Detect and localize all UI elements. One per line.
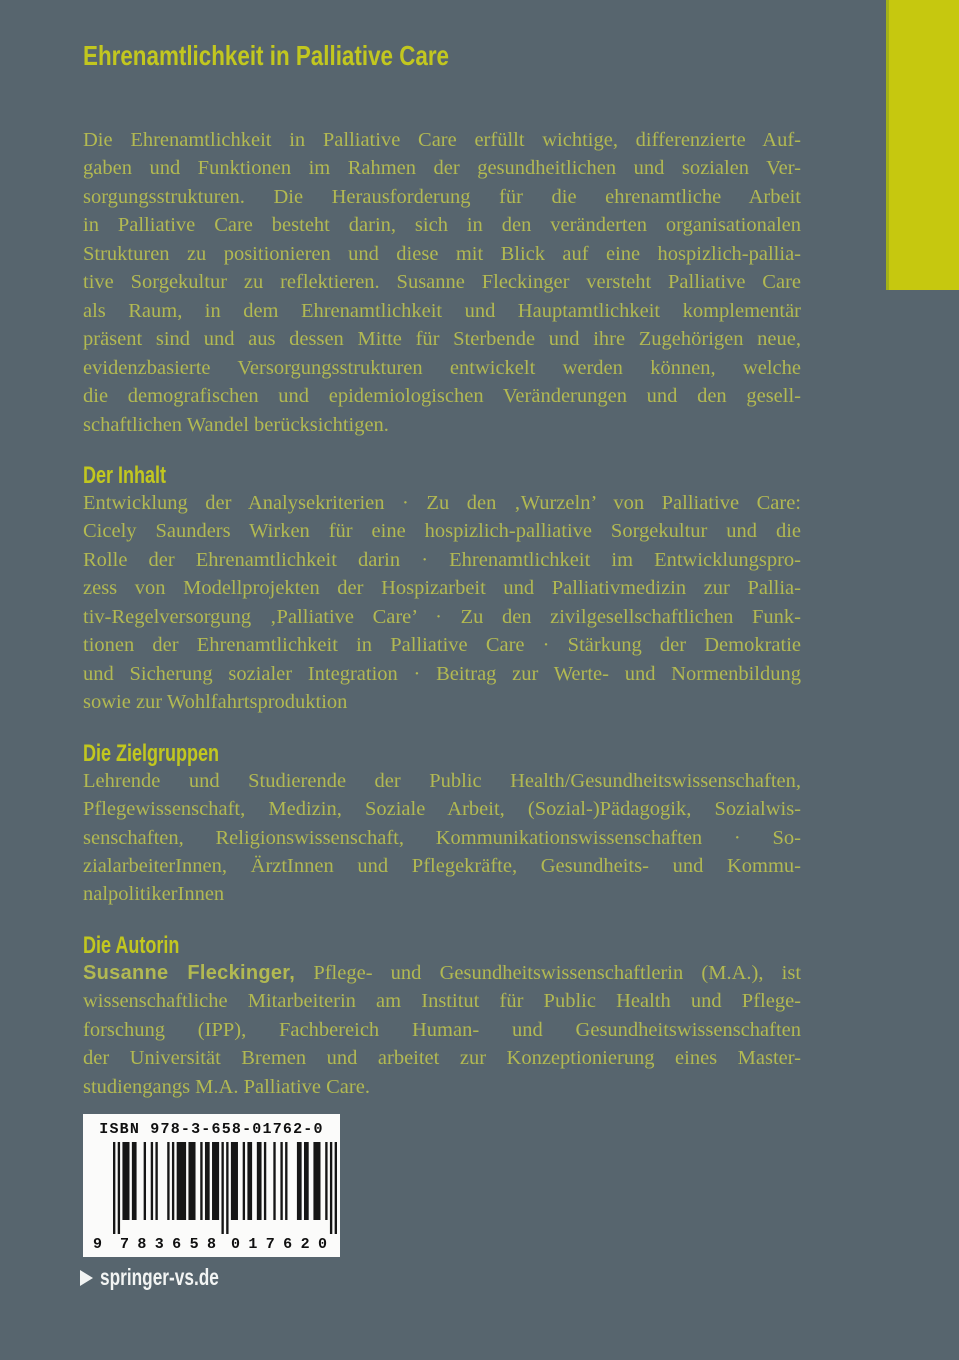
book-title-text: Ehrenamtlichkeit in Palliative Care <box>83 40 450 71</box>
text-line: Cicely Saunders Wirken für eine hospizlich-palliative Sorgekultur und die <box>83 520 801 543</box>
text-line: Strukturen zu positionieren und diese mit Blick auf eine hospizlich-pallia- <box>83 242 801 265</box>
text-line: Die Ehrenamtlichkeit in Palliative Care erfüllt wichtige, differenzierte Auf- <box>83 129 801 151</box>
text-line: wissenschaftliche Mitarbeiterin am Institut für Public Health und Pflege- <box>83 990 801 1013</box>
text-line: sowie zur Wohlfahrtsproduktion <box>83 691 348 714</box>
accent-stripe <box>886 0 959 290</box>
section-heading-zielgruppen: Die Zielgruppen <box>83 739 220 767</box>
text-line: sorgungsstrukturen. Die Herausforderung für die ehrenamtliche Arbeit <box>83 185 801 208</box>
section-heading-inhalt: Der Inhalt <box>83 461 167 489</box>
isbn-barcode-box <box>83 1114 340 1257</box>
publisher-link <box>80 1264 259 1291</box>
text-line: die demografischen und epidemiologischen Veränderungen und den gesell- <box>83 385 801 408</box>
barcode-digit: 5 <box>189 1236 199 1253</box>
section-heading-autorin: Die Autorin <box>83 931 180 959</box>
play-triangle-icon <box>80 1270 93 1286</box>
text-line: Rolle der Ehrenamtlichkeit darin · Ehrenamtlichkeit im Entwicklungspro- <box>83 548 801 571</box>
barcode-digit-first: 9 <box>93 1236 103 1253</box>
back-cover-text <box>83 126 801 1101</box>
ean-barcode <box>113 1142 337 1234</box>
barcode-digit: 7 <box>265 1236 275 1253</box>
synopsis-paragraph <box>83 126 801 439</box>
inhalt-paragraph <box>83 489 801 717</box>
text-line: Lehrende und Studierende der Public Health/Gesundheitswissenschaften, <box>83 769 801 792</box>
text-line: evidenzbasierte Versorgungsstrukturen entwickelt werden können, welche <box>83 356 801 379</box>
text-line: und Sicherung sozialer Integration · Beitrag zur Werte- und Normenbildung <box>83 662 801 685</box>
text-line: in Palliative Care besteht darin, sich in den veränderten organisationalen <box>83 214 801 237</box>
author-name: Susanne Fleckinger, <box>83 961 296 984</box>
autorin-paragraph <box>83 987 801 1101</box>
barcode-digit: 6 <box>172 1236 182 1253</box>
book-title <box>83 40 541 72</box>
barcode-digit: 2 <box>300 1236 310 1253</box>
text-line: schaftlichen Wandel berücksichtigen. <box>83 413 389 436</box>
text-line: studiengangs M.A. Palliative Care. <box>83 1075 370 1098</box>
text-line: senschaften, Religionswissenschaft, Kommunikationswissenschaften · So- <box>83 826 801 849</box>
barcode-digit: 3 <box>154 1236 164 1253</box>
text-line: tionen der Ehrenamtlichkeit in Palliative Care · Stärkung der Demokratie <box>83 634 801 657</box>
text-line: gaben und Funktionen im Rahmen der gesundheitlichen und sozialen Ver- <box>83 157 801 180</box>
publisher-url: springer-vs.de <box>100 1264 219 1290</box>
text-line: Pflegewissenschaft, Medizin, Soziale Arbeit, (Sozial-)Pädagogik, Sozialwis- <box>83 798 801 821</box>
text-line: als Raum, in dem Ehrenamtlichkeit und Hauptamtlichkeit komplementär <box>83 299 801 322</box>
isbn-label: ISBN 978-3-658-01762-0 <box>99 1121 324 1138</box>
text-line: tiv-Regelversorgung ‚Palliative Care’ · Zu den zivilgesellschaftlichen Funk- <box>83 605 801 628</box>
barcode-digit: 7 <box>120 1236 130 1253</box>
barcode-digits-left <box>120 1236 216 1253</box>
zielgruppen-paragraph <box>83 767 801 909</box>
barcode-digit: 8 <box>206 1236 216 1253</box>
text-line: präsent sind und aus dessen Mitte für Sterbende und ihre Zugehörigen neue, <box>83 328 801 351</box>
barcode-digit: 0 <box>317 1236 327 1253</box>
barcode-digit: 1 <box>248 1236 258 1253</box>
text-line: forschung (IPP), Fachbereich Human- und Gesundheitswissenschaften <box>83 1018 801 1041</box>
barcode-digits <box>83 1236 340 1254</box>
autorin-lead-line <box>83 959 801 987</box>
text-line: nalpolitikerInnen <box>83 883 225 906</box>
barcode-digit: 8 <box>137 1236 147 1253</box>
text-line: Entwicklung der Analysekriterien · Zu den ‚Wurzeln’ von Palliative Care: <box>83 491 801 514</box>
barcode-digit: 6 <box>283 1236 293 1253</box>
text-line: der Universität Bremen und arbeitet zur Konzeptionierung eines Master- <box>83 1047 801 1070</box>
author-lead-rest: Pflege- und Gesundheitswissenschaftlerin (M.A.), ist <box>295 961 802 984</box>
text-line: zialarbeiterInnen, ÄrztInnen und Pflegekräfte, Gesundheits- und Kommu- <box>83 854 801 877</box>
barcode-digit: 0 <box>231 1236 241 1253</box>
text-line: zess von Modellprojekten der Hospizarbeit und Palliativmedizin zur Pallia- <box>83 577 801 600</box>
text-line: tive Sorgekultur zu reflektieren. Susanne Fleckinger versteht Palliative Care <box>83 271 801 294</box>
barcode-digits-right <box>231 1236 327 1253</box>
